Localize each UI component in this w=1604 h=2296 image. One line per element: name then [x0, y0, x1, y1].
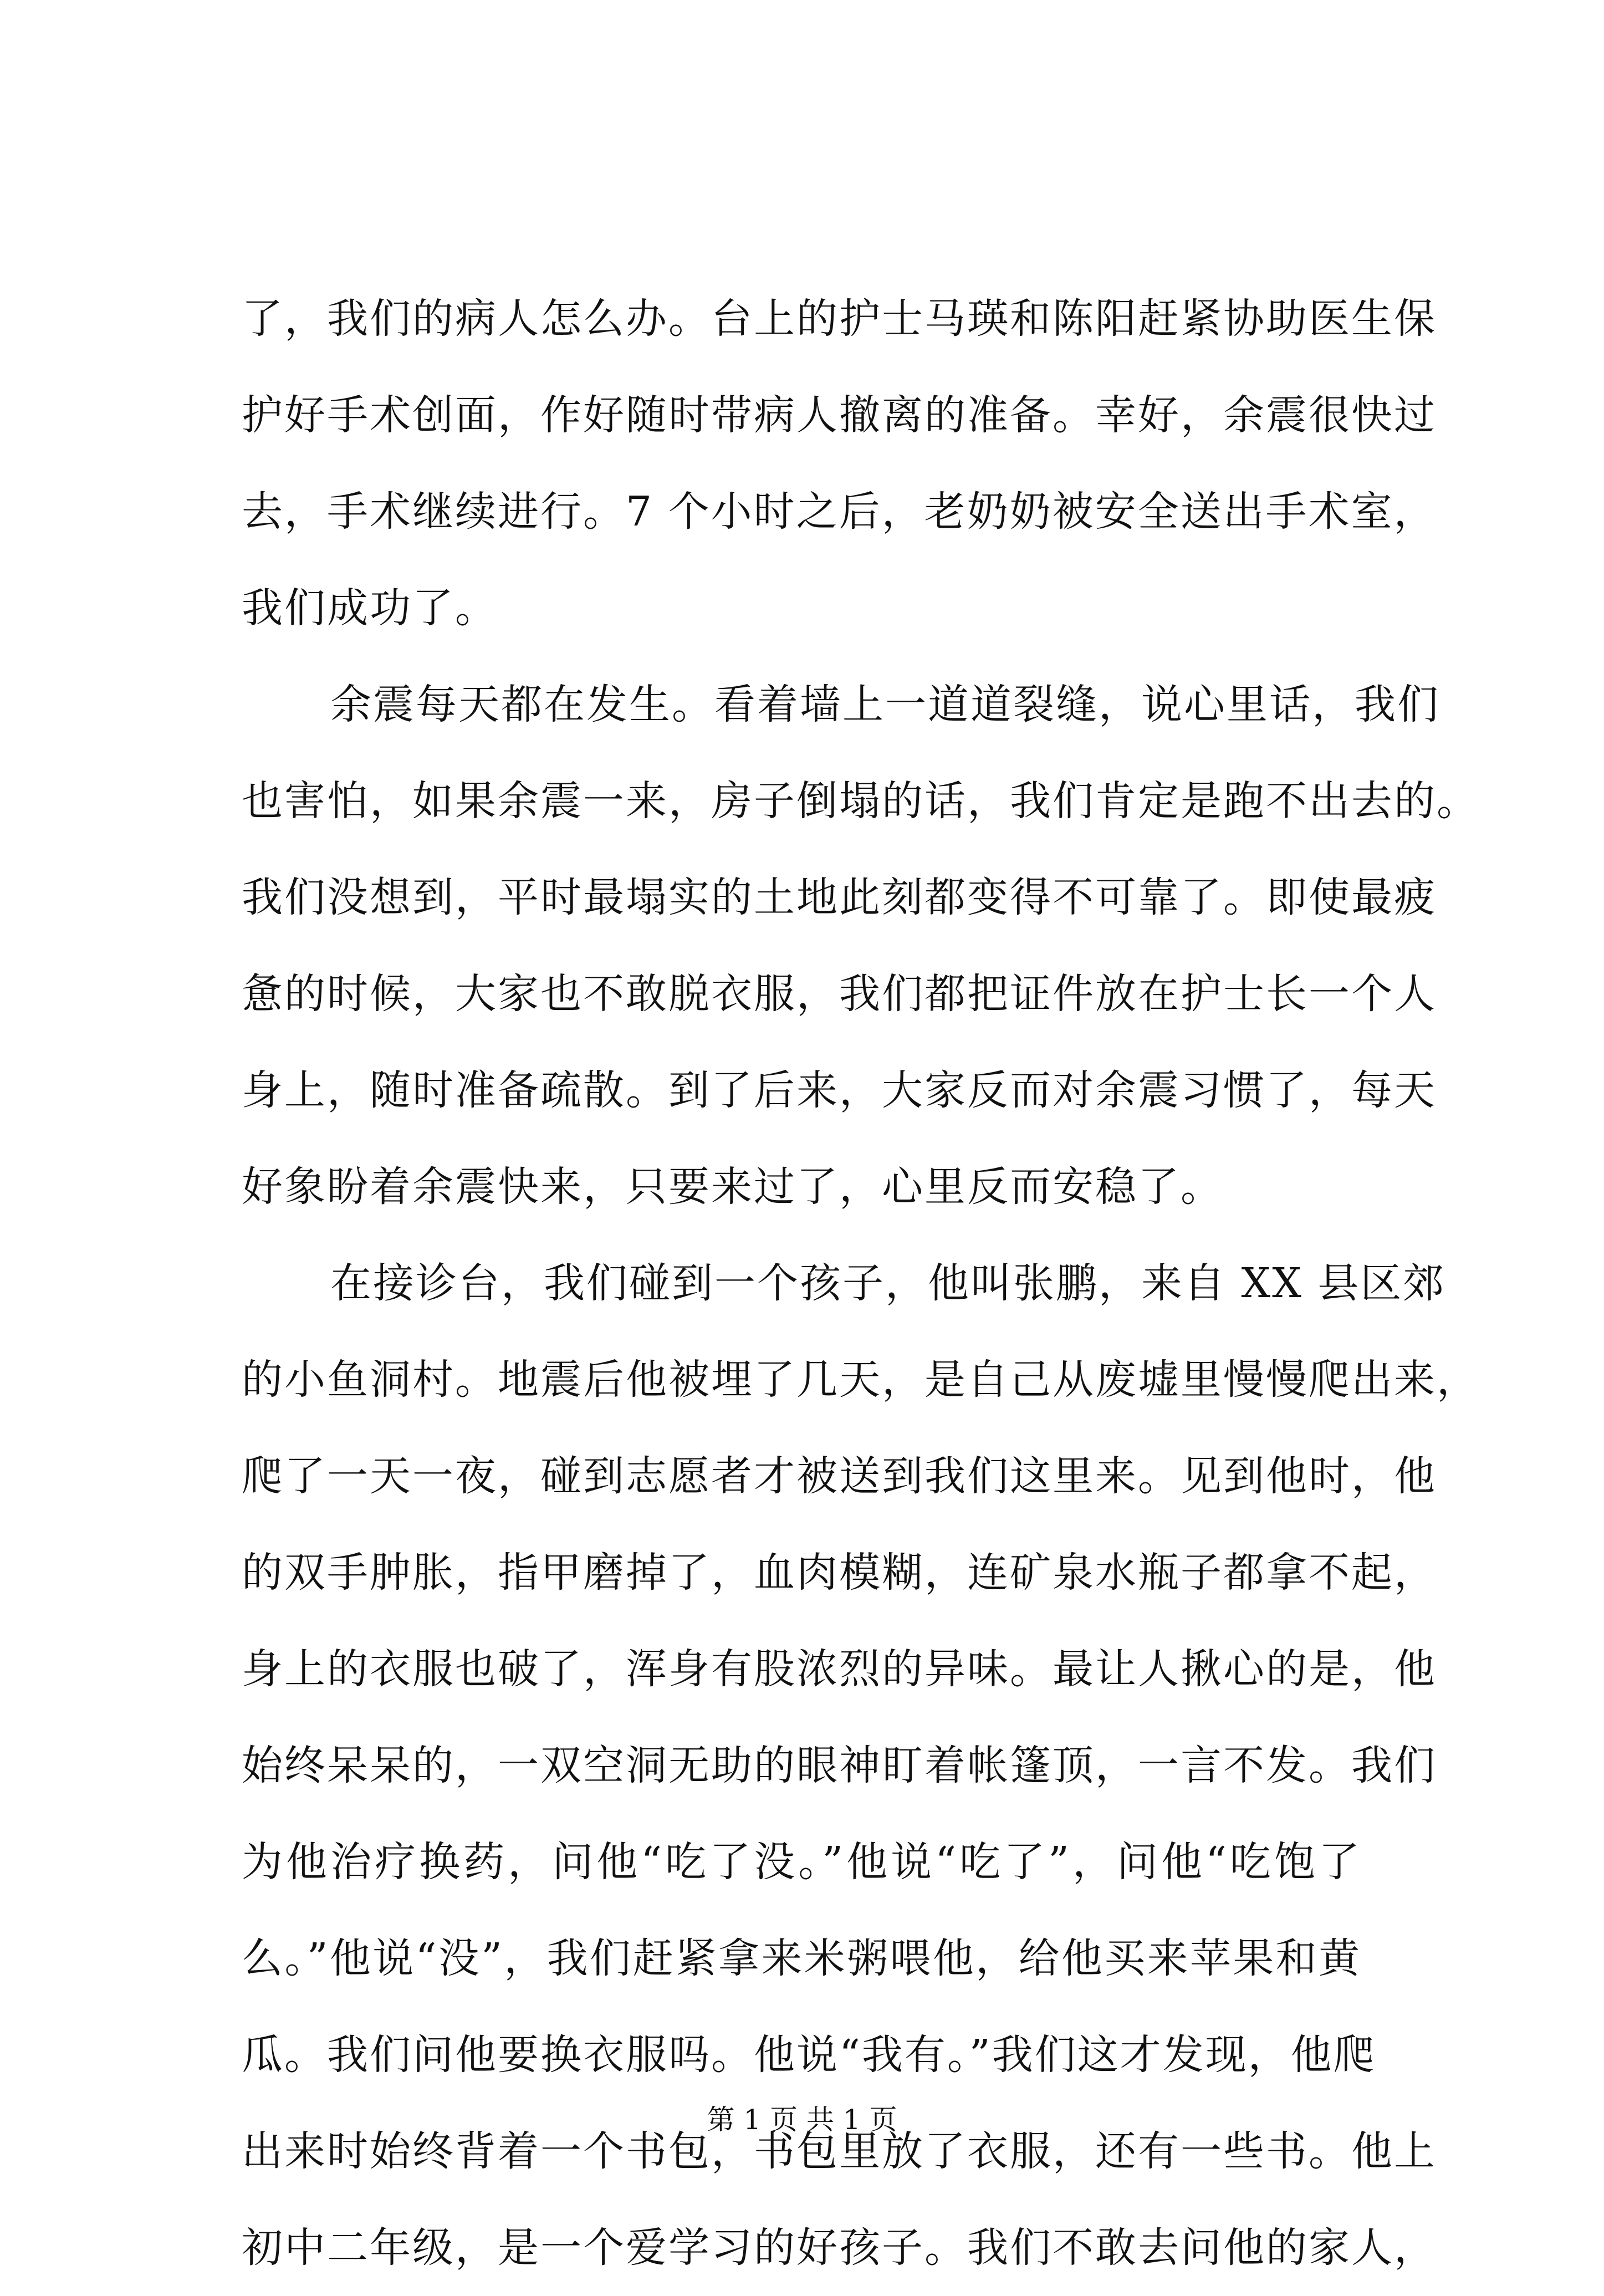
page-footer: 第 1 页 共 1 页	[707, 2104, 897, 2136]
text-line: 也害怕，如果余震一来，房子倒塌的话，我们肯定是跑不出去的。	[242, 777, 1479, 825]
text-line: 的双手肿胀，指甲磨掉了，血肉模糊，连矿泉水瓶子都拿不起，	[242, 1549, 1437, 1596]
text-line: 身上的衣服也破了，浑身有股浓烈的异味。最让人揪心的是，他	[242, 1645, 1437, 1693]
body-text	[242, 271, 1479, 2296]
text-line: 始终呆呆的，一双空洞无助的眼神盯着帐篷顶，一言不发。我们	[242, 1742, 1437, 1789]
text-line: 爬了一天一夜，碰到志愿者才被送到我们这里来。见到他时，他	[242, 1452, 1437, 1500]
text-line: 惫的时候，大家也不敢脱衣服，我们都把证件放在护士长一个人	[242, 970, 1437, 1018]
text-line: 去，手术继续进行。7 个小时之后，老奶奶被安全送出手术室，	[242, 488, 1437, 535]
text-line: 身上，随时准备疏散。到了后来，大家反而对余震习惯了，每天	[242, 1067, 1437, 1114]
text-line: 的小鱼洞村。地震后他被埋了几天，是自己从废墟里慢慢爬出来，	[242, 1356, 1479, 1404]
text-line: 好象盼着余震快来，只要来过了，心里反而安稳了。	[242, 1163, 1223, 1211]
text-line: 护好手术创面，作好随时带病人撤离的准备。幸好，余震很快过	[242, 391, 1437, 439]
text-line: 为他治疗换药，问他“吃了没。”他说“吃了”，问他“吃饱了	[242, 1838, 1361, 1886]
paragraph-first-line: 在接诊台，我们碰到一个孩子，他叫张鹏，来自 XX 县区郊	[330, 1259, 1446, 1307]
text-line: 我们成功了。	[242, 584, 498, 632]
text-line: 我们没想到，平时最塌实的土地此刻都变得不可靠了。即使最疲	[242, 874, 1437, 921]
text-line: 么。”他说“没”，我们赶紧拿来米粥喂他，给他买来苹果和黄	[242, 1935, 1361, 1982]
text-line: 瓜。我们问他要换衣服吗。他说“我有。”我们这才发现，他爬	[242, 2031, 1376, 2079]
text-line: 出来时始终背着一个书包，书包里放了衣服，还有一些书。他上	[242, 2127, 1437, 2175]
text-line: 初中二年级，是一个爱学习的好孩子。我们不敢去问他的家人，	[242, 2224, 1437, 2272]
text-line: 了，我们的病人怎么办。台上的护士马瑛和陈阳赶紧协助医生保	[242, 295, 1437, 343]
paragraph-first-line: 余震每天都在发生。看着墙上一道道裂缝，说心里话，我们	[330, 681, 1440, 728]
